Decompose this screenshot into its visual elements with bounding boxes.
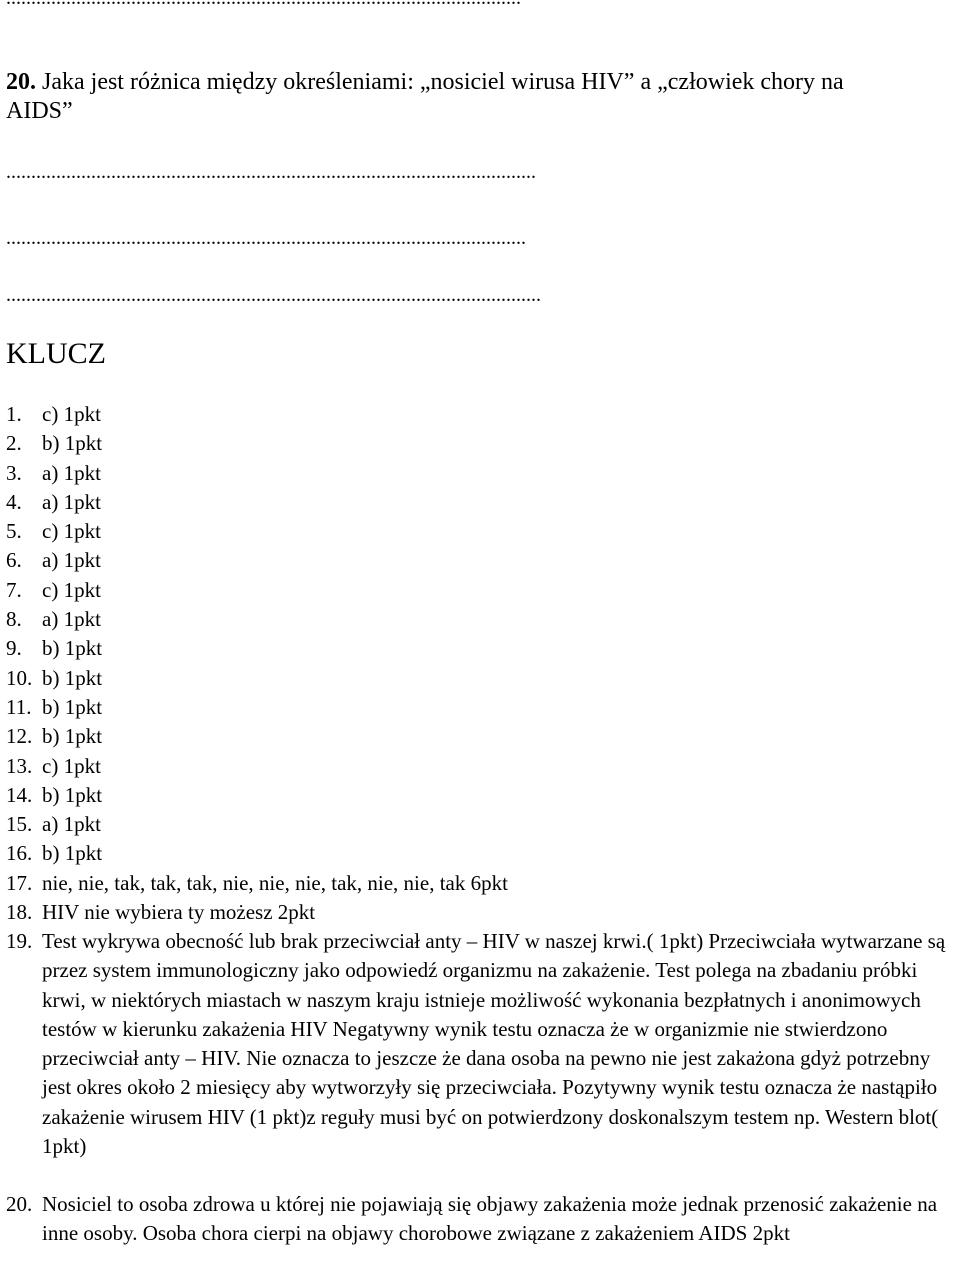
item-answer: b) 1pkt	[42, 724, 103, 749]
list-item	[6, 488, 508, 517]
list-item	[6, 898, 508, 927]
list-item	[6, 634, 508, 663]
key-heading: KLUCZ	[6, 337, 106, 370]
list-item	[6, 576, 508, 605]
item-number: 20.	[6, 1192, 33, 1216]
item-number: 9.	[6, 636, 22, 661]
list-item	[6, 839, 508, 868]
item-answer: a) 1pkt	[42, 489, 101, 514]
item-answer: c) 1pkt	[42, 519, 101, 544]
item-number: 12.	[6, 724, 33, 749]
item-answer: b) 1pkt	[42, 841, 103, 866]
answer-line-1: ..........................................................................................................	[6, 161, 536, 183]
question-20-line1	[6, 68, 844, 96]
list-item	[6, 546, 508, 575]
list-item	[6, 459, 508, 488]
list-item-19	[6, 927, 958, 1161]
list-item	[6, 429, 508, 458]
item-number: 17.	[6, 870, 33, 895]
item-answer: c) 1pkt	[42, 753, 101, 778]
item-answer: b) 1pkt	[42, 694, 103, 719]
item-number: 1.	[6, 402, 22, 426]
item-answer: a) 1pkt	[42, 812, 101, 837]
question-number: 20.	[6, 69, 36, 95]
item-number: 5.	[6, 519, 22, 544]
list-item	[6, 400, 508, 429]
item-answer: Test wykrywa obecność lub brak przeciwciał anty – HIV w naszej krwi.( 1pkt) Przeciwciała wytwarzane są przez system immunologiczny jako odpowiedź organizmu na zakażenie. Test polega na zbadaniu próbki krwi, w niektórych miastach w naszym kraju istnieje możliwość wykonania bezpłatnych i anonimowych testów w kierunku zakażenia HIV Negatywny wynik testu oznacza że w organizmie nie stwierdzono przeciwciał anty – HIV. Nie oznacza to jeszcze że dana osoba na pewno nie jest zakażona gdyż potrzebny jest okres około 2 miesięcy aby wytworzyły się przeciwciała. Pozytywny wynik testu oznacza że nastąpiło zakażenie wirusem HIV (1 pkt)z reguły musi być on potwierdzony doskonalszym testem np. Western blot( 1pkt)	[42, 929, 946, 1159]
list-item-20	[6, 1190, 958, 1249]
item-number: 4.	[6, 489, 22, 514]
item-answer: b) 1pkt	[42, 431, 103, 456]
list-item	[6, 693, 508, 722]
item-number: 8.	[6, 607, 22, 632]
item-number: 16.	[6, 841, 33, 866]
item-answer: b) 1pkt	[42, 636, 103, 661]
top-dotted-line	[6, 0, 521, 10]
list-item	[6, 722, 508, 751]
list-item	[6, 605, 508, 634]
answer-line-2: ........................................................................................................	[6, 227, 526, 249]
item-answer: b) 1pkt	[42, 665, 103, 690]
item-answer: HIV nie wybiera ty możesz 2pkt	[42, 900, 316, 925]
answer-key-list	[6, 400, 508, 927]
item-number: 19.	[6, 929, 33, 953]
question-20-line2: AIDS”	[6, 98, 73, 124]
item-answer: nie, nie, tak, tak, tak, nie, nie, nie, tak, nie, nie, tak 6pkt	[42, 870, 508, 895]
item-number: 14.	[6, 782, 33, 807]
item-number: 18.	[6, 900, 33, 925]
list-item	[6, 869, 508, 898]
item-answer: a) 1pkt	[42, 607, 101, 632]
item-answer: b) 1pkt	[42, 782, 103, 807]
list-item	[6, 517, 508, 546]
item-number: 15.	[6, 812, 33, 837]
item-answer: a) 1pkt	[42, 460, 101, 485]
item-number: 2.	[6, 431, 22, 456]
item-number: 3.	[6, 460, 22, 485]
answer-line-3: ...........................................................................................................	[6, 284, 541, 306]
item-number: 11.	[6, 694, 32, 719]
item-answer: c) 1pkt	[42, 402, 101, 426]
item-number: 10.	[6, 665, 33, 690]
item-number: 13.	[6, 753, 33, 778]
item-number: 7.	[6, 577, 22, 602]
list-item	[6, 752, 508, 781]
question-text: Jaka jest różnica między określeniami: „nosiciel wirusa HIV” a „człowiek chory na	[42, 69, 844, 95]
item-answer: c) 1pkt	[42, 577, 101, 602]
item-answer: Nosiciel to osoba zdrowa u której nie pojawiają się objawy zakażenia może jednak przenosić zakażenie na inne osoby. Osoba chora cierpi na objawy chorobowe związane z zakażeniem AIDS 2pkt	[42, 1192, 938, 1246]
item-number: 6.	[6, 548, 22, 573]
list-item	[6, 810, 508, 839]
list-item	[6, 781, 508, 810]
item-answer: a) 1pkt	[42, 548, 101, 573]
list-item	[6, 664, 508, 693]
